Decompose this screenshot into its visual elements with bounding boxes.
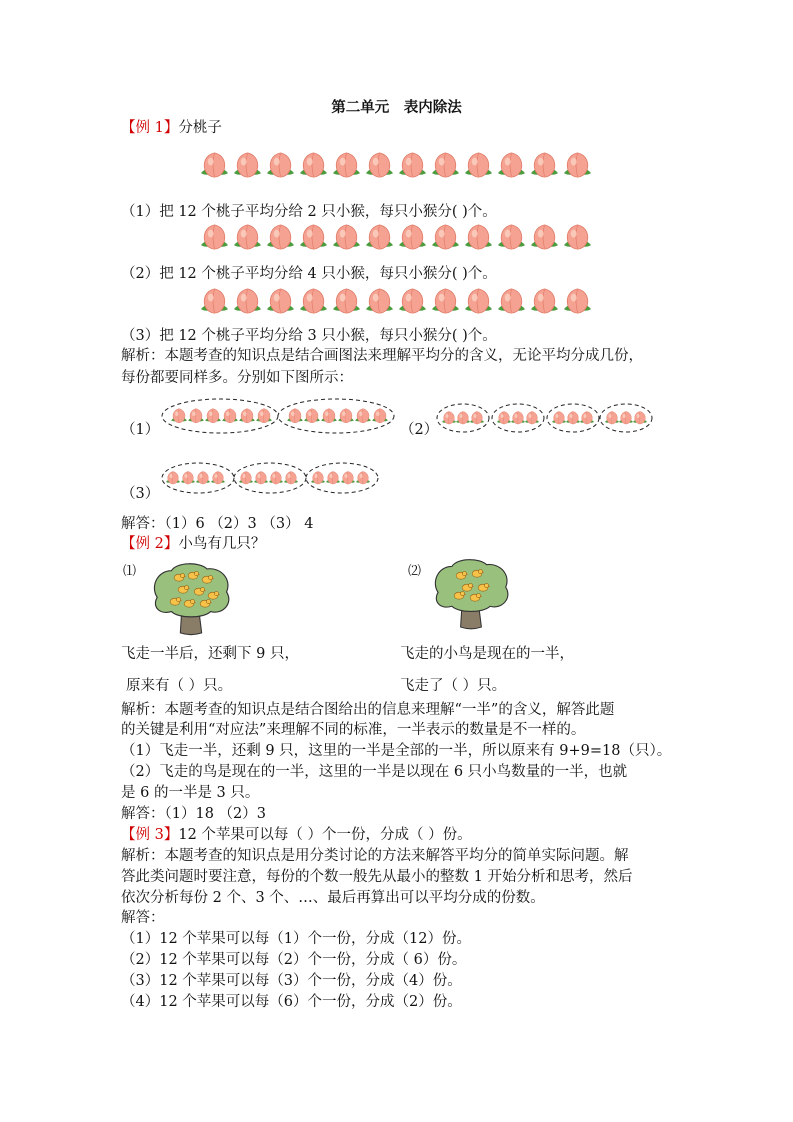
fig-label-3: （3）: [121, 486, 160, 502]
fig-label-1: （1）: [121, 422, 160, 438]
peach-icon: [397, 150, 428, 181]
peach-icon: [265, 150, 296, 181]
ex1-analysis-2: 每份都要同样多。分别如下图所示：: [121, 370, 353, 386]
peach-icon: [232, 222, 263, 253]
peach-icon: [529, 286, 560, 317]
peach-icon: [397, 222, 428, 253]
peach-icon: [463, 150, 494, 181]
ex1-question-1: （1）把 12 个桃子平均分给 2 只小猴，每只小猴分( )个。: [121, 204, 497, 220]
peach-icon: [265, 222, 296, 253]
ex1-heading-line: [121, 118, 222, 138]
ex1-answer: 解答：（1）6 （2）3 （3） 4: [121, 516, 314, 532]
ex2-left-line-2: 原来有（ ）只。: [126, 678, 233, 694]
peach-icon: [562, 286, 593, 317]
birds-icon: [424, 556, 518, 634]
peach-icon: [496, 150, 527, 181]
ex3-answer-3: （3）12 个苹果可以每（3）个一份，分成（4）份。: [121, 973, 462, 989]
peach-icon: [397, 286, 428, 317]
peach-icon: [430, 286, 461, 317]
peach-icon: [430, 222, 461, 253]
ex2-tag: 【例 2】: [121, 536, 179, 552]
ex2-analysis-2: 的关键是利用“对应法”来理解不同的标准，一半表示的数量是不一样的。: [121, 722, 586, 738]
peach-icon: [298, 286, 329, 317]
peach-icon: [199, 150, 230, 181]
fig-label-2: （2）: [400, 422, 439, 438]
ex2-answer: 解答：（1）18 （2）3: [121, 806, 266, 822]
ex2-analysis-3: （1）飞走一半，还剩 9 只，这里的一半是全部的一半，所以原来有 9+9=18（只）。: [121, 743, 672, 759]
ex2-left-line-1: 飞走一半后，还剩下 9 只，: [121, 646, 299, 662]
peach-icon: [199, 222, 230, 253]
peach-icon: [562, 150, 593, 181]
picture-label-2: ⑵: [408, 564, 422, 579]
peach-icon: [331, 222, 362, 253]
page-title: 第二单元 表内除法: [331, 100, 462, 116]
peach-icon: [529, 150, 560, 181]
picture-label-1: ⑴: [123, 564, 137, 579]
grouping-diagram-2-groups: [160, 396, 396, 436]
small-peaches: [442, 412, 647, 425]
ex1-question-3: （3）把 12 个桃子平均分给 3 只小猴，每只小猴分( )个。: [121, 328, 497, 344]
peach-icon: [199, 286, 230, 317]
birds-icon: [146, 560, 236, 640]
tree-with-birds-2: [424, 556, 518, 634]
ex3-answer-label: 解答：: [121, 910, 165, 926]
peach-icon: [232, 286, 263, 317]
peach-icon: [364, 222, 395, 253]
peach-icon: [562, 222, 593, 253]
peach-icon: [232, 150, 263, 181]
ex2-right-line-1: 飞走的小鸟是现在的一半，: [400, 646, 574, 662]
peach-icon: [331, 150, 362, 181]
ex3-answer-1: （1）12 个苹果可以每（1）个一份，分成（12）份。: [121, 931, 471, 947]
peach-icon: [529, 222, 560, 253]
ex2-analysis-5: 是 6 的一半是 3 只。: [121, 785, 260, 801]
ex3-analysis-3: 依次分析每份 2 个、3 个、…、最后再算出可以平均分成的份数。: [121, 890, 545, 906]
ex2-right-line-2: 飞走了（ ）只。: [400, 678, 507, 694]
peach-icon: [298, 222, 329, 253]
ex2-analysis-4: （2）飞走的鸟是现在的一半，这里的一半是以现在 6 只小鸟数量的一半，也就: [121, 764, 628, 780]
ex1-question-2: （2）把 12 个桃子平均分给 4 只小猴，每只小猴分( )个。: [121, 266, 497, 282]
ex1-analysis-1: 解析：本题考查的知识点是结合画图法来理解平均分的含义，无论平均分成几份，: [121, 348, 643, 364]
ex3-answer-2: （2）12 个苹果可以每（2）个一份，分成（ 6）份。: [121, 952, 467, 968]
peach-icon: [331, 286, 362, 317]
small-peaches: [171, 409, 388, 423]
peach-icon: [265, 286, 296, 317]
ex2-heading: 小鸟有几只？: [178, 536, 266, 552]
ex3-heading: 12 个苹果可以每（ ）个一份，分成（ ）份。: [178, 827, 472, 843]
peach-row-3: [199, 286, 593, 317]
peach-icon: [430, 150, 461, 181]
peach-icon: [496, 222, 527, 253]
tree-with-birds-1: [146, 560, 236, 640]
peach-row-1: [199, 150, 593, 181]
peach-icon: [496, 286, 527, 317]
peach-icon: [364, 150, 395, 181]
peach-icon: [463, 222, 494, 253]
peach-row-2: [199, 222, 593, 253]
ex2-heading-line: [121, 534, 265, 554]
ex2-analysis-1: 解析：本题考查的知识点是结合图给出的信息来理解“一半”的含义，解答此题: [121, 702, 615, 718]
ex3-analysis-2: 答此类问题时要注意，每份的个数一般先从最小的整数 1 开始分析和思考，然后: [121, 869, 633, 885]
ex3-analysis-1: 解析：本题考查的知识点是用分类讨论的方法来解答平均分的简单实际问题。解: [121, 848, 629, 864]
peach-icon: [364, 286, 395, 317]
peach-icon: [298, 150, 329, 181]
ex1-heading: 分桃子: [178, 120, 222, 136]
peach-icon: [463, 286, 494, 317]
ex3-answer-4: （4）12 个苹果可以每（6）个一份，分成（2）份。: [121, 994, 462, 1010]
ex3-tag: 【例 3】: [121, 827, 179, 843]
small-peaches: [166, 472, 370, 485]
grouping-diagram-4-groups: [436, 400, 654, 436]
ex1-tag: 【例 1】: [121, 120, 179, 136]
grouping-diagram-3-groups: [160, 460, 380, 496]
ex3-heading-line: [121, 825, 472, 845]
